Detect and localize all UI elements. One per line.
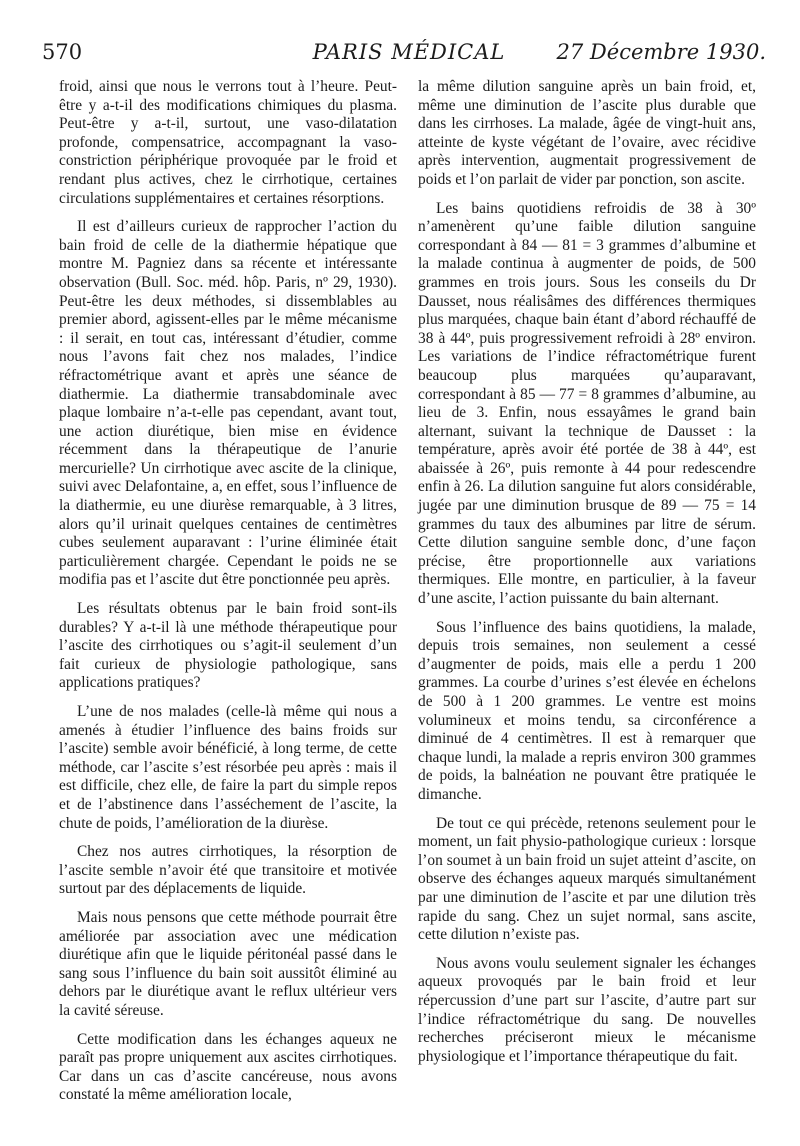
paragraph: Les résultats obtenus par le bain froid sont-ils durables? Y a-t-il là une méthode thérapeutique pour l’ascite des cirrhotiques ou s’agit-il seulement d’un fait curieux de physiologie pathologique, sans applications pratiques? xyxy=(59,600,397,692)
paragraph: Chez nos autres cirrhotiques, la résorption de l’ascite semble n’avoir été que transitoire et motivée surtout par des déplacements de liquide. xyxy=(59,843,397,898)
left-column xyxy=(59,78,397,1115)
issue-date: 27 Décembre 1930. xyxy=(556,40,766,64)
paragraph: Il est d’ailleurs curieux de rapprocher l’action du bain froid de celle de la diathermie hépatique que montre M. Pagniez dans sa récente et intéressante observation (Bull. Soc. méd. hôp. Paris, nº 29, 1930). Peut-être les deux méthodes, si dissemblables au premier abord, agissent-elles par le même mécanisme : il serait, en tout cas, intéressant d’étudier, comme nous l’avons fait chez nos malades, l’indice réfractométrique avant et après une séance de diathermie. La diathermie transabdominale avec plaque lombaire n’a-t-elle pas cependant, avant tout, une action diurétique, bien mise en évidence récemment dans la thérapeutique de l’anurie mercurielle? Un cirrhotique avec ascite de la clinique, suivi avec Delafontaine, a, en effet, sous l’influence de la diathermie, eu une diurèse remarquable, à 3 litres, alors qu’il urinait quelques centaines de centimètres cubes seulement auparavant : l’urine éliminée était particulièrement chargée. Cependant le poids ne se modifia pas et l’ascite dut être ponctionnée peu après. xyxy=(59,218,397,589)
paragraph: froid, ainsi que nous le verrons tout à l’heure. Peut-être y a-t-il des modifications chimiques du plasma. Peut-être y a-t-il, surtout, une vaso-dilatation profonde, compensatrice, accompagnant la vaso-constriction périphérique provoquée par le froid et rendant plus actives, chez le cirrhotique, certaines circulations supplémentaires et certaines résorptions. xyxy=(59,78,397,207)
paragraph: L’une de nos malades (celle-là même qui nous a amenés à étudier l’influence des bains froids sur l’ascite) semble avoir bénéficié, à long terme, de cette méthode, car l’ascite s’est résorbée peu après : mais il est difficile, chez elle, de faire la part du simple repos et de l’abstinence dans l’asséchement de l’ascite, la chute de poids, l’amélioration de la diurèse. xyxy=(59,703,397,832)
journal-title: PARIS MÉDICAL xyxy=(312,40,506,64)
running-header xyxy=(40,40,768,76)
paragraph: la même dilution sanguine après un bain froid, et, même une diminution de l’ascite plus durable que dans les cirrhoses. La malade, âgée de vingt-huit ans, atteinte de kyste végétant de l’ovaire, avec récidive après intervention, augmentait progressivement de poids et l’on parlait de vider par ponction, son ascite. xyxy=(418,78,756,188)
paragraph: Cette modification dans les échanges aqueux ne paraît pas propre uniquement aux ascites cirrhotiques. Car dans un cas d’ascite cancéreuse, nous avons constaté la même amélioration locale, xyxy=(59,1030,397,1104)
paragraph: Les bains quotidiens refroidis de 38 à 30º n’amenèrent qu’une faible dilution sanguine correspondant à 84 — 81 = 3 grammes d’albumine et la malade continua à augmenter de poids, de 500 grammes en trois jours. Sous les conseils du Dr Dausset, nous réalisâmes des différences thermiques plus marquées, chaque bain étant d’abord réchauffé de 38 à 44º, puis progressivement refroidi à 28º environ. Les variations de l’indice réfractométrique furent beaucoup plus marquées qu’auparavant, correspondant à 85 — 77 = 8 grammes d’albumine, au lieu de 3. Enfin, nous essayâmes le grand bain alternant, suivant la technique de Dausset : la température, après avoir été portée de 38 à 44º, est abaissée à 26º, puis remonte à 44 pour redescendre enfin à 26. La dilution sanguine fut alors considérable, jugée par une diminution brusque de 89 — 75 = 14 grammes du taux des albumines par litre de sérum. Cette dilution sanguine semble donc, d’une façon précise, être proportionnelle aux variations thermiques. Elle montre, en particulier, à la faveur d’une ascite, l’action puissante du bain alternant. xyxy=(418,199,756,608)
paragraph: Sous l’influence des bains quotidiens, la malade, depuis trois semaines, non seulement a cessé d’augmenter de poids, mais elle a perdu 1 200 grammes. La courbe d’urines s’est élevée en échelons de 500 à 1 200 grammes. Le ventre est moins volumineux et moins tendu, sa circonférence a diminué de 4 centimètres. Il est à remarquer que chaque lundi, la malade a repris environ 300 grammes de poids, la balnéation ne pouvant être pratiquée le dimanche. xyxy=(418,618,756,803)
right-column xyxy=(418,78,756,1076)
paragraph: Mais nous pensons que cette méthode pourrait être améliorée par association avec une médication diurétique afin que le liquide péritonéal passé dans le sang sous l’influence du bain soit aussitôt éliminé au dehors par le diurétique avant le reflux ultérieur vers la cavité séreuse. xyxy=(59,908,397,1019)
paragraph: De tout ce qui précède, retenons seulement pour le moment, un fait physio-pathologique curieux : lorsque l’on soumet à un bain froid un sujet atteint d’ascite, on observe des échanges aqueux marqués simultanément par une diminution de l’ascite et par une dilution très rapide du sang. Chez un sujet normal, sans ascite, cette dilution n’existe pas. xyxy=(418,814,756,944)
paragraph: Nous avons voulu seulement signaler les échanges aqueux provoqués par le bain froid et leur répercussion d’une part sur l’ascite, d’autre part sur l’indice réfractométrique du sang. De nouvelles recherches préciseront mieux le mécanisme physiologique et l’importance thérapeutique du fait. xyxy=(418,954,756,1065)
page-number: 570 xyxy=(42,40,83,64)
